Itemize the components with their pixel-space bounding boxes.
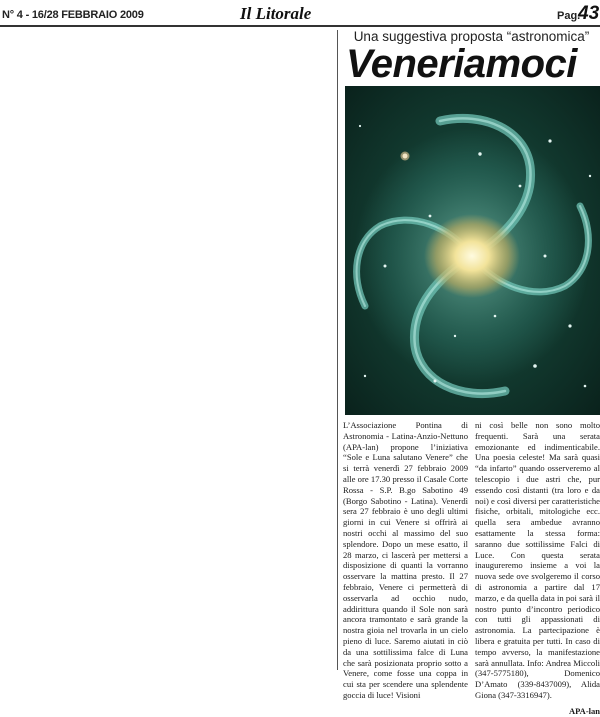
article-headline: Veneriamoci — [346, 42, 577, 86]
header-rule — [0, 25, 600, 27]
article-signature: APA-lan — [568, 705, 600, 716]
spiral-galaxy-image — [345, 86, 600, 415]
article-body — [343, 420, 600, 716]
article-text-col2: ni così belle non sono molto frequenti. Sarà una serata emozionante ed indimenticabile. Una poesia celeste! Ma sarà quasi “da infarto” quando osserveremo al telescopio i due astri che, pur essendo così distanti (tra loro e da noi) e così diversi per caratteristiche fisiche, orbitali, mitologiche ecc. quella sera ambedue avranno esattamente la stessa forma: saranno due sottilissime Falci di Luce. Con questa serata inaugureremo insieme a voi la nuova sede ove svolgeremo il corso di astronomia a partire dal 17 marzo, e da quella data in poi sarà il nostro punto d’incontro periodico con tutti gli appassionati di astronomia. La partecipazione è libera e gratuita per tutti. In caso di tempo avverso, la manifestazione sarà annullata. Info: Andrea Miccoli (347-5775180), Domenico D’Amato (339-8437009), Alida Giona (347-3316947). — [475, 420, 600, 700]
page-header — [0, 0, 600, 28]
article-text-col1: L’Associazione Pontina di Astronomia - Latina-Anzio-Nettuno (APA-lan) propone l’iniziativa “Sole e Luna salutano Venere” che si terrà venerdì 27 febbraio 2009 alle ore 17.30 presso il Casale Corte Rossa - S.P. B.go Sabotino 49 (Borgo Sabotino - Latina). Venerdì sera 27 febbraio è uno degli ultimi giorni in cui Venere si offrirà ai nostri occhi al massimo del suo splendore. Dopo un mese esatto, il 28 marzo, ci lascerà per mettersi a disposizione di quanti la vorranno osservare la mattina presto. Il 27 febbraio, Venere ci permetterà di osservarla ad occhio nudo, addirittura quando il Sole non sarà ancora tramontato e sarà grande la nostra gioia nel trovarla in un cielo pieno di luce. Saremo aiutati in ciò da una sottilissima falce di Luna che sarà posizionata proprio sotto a Venere, come fosse una coppa in cui sta per scendere una splendente goccia di luce! Visioni — [343, 420, 468, 700]
article-column-1 — [343, 420, 468, 701]
newspaper-name: Il Litorale — [240, 4, 312, 23]
column-rule — [337, 30, 338, 670]
page-label: Pag. — [557, 10, 581, 22]
issue-date: N° 4 - 16/28 FEBBRAIO 2009 — [2, 9, 144, 21]
article-subtitle: Una suggestiva proposta “astronomica” — [353, 29, 590, 44]
page-number: 43 — [578, 3, 600, 24]
article-column-2 — [475, 420, 600, 717]
galaxy-photo — [345, 86, 600, 415]
